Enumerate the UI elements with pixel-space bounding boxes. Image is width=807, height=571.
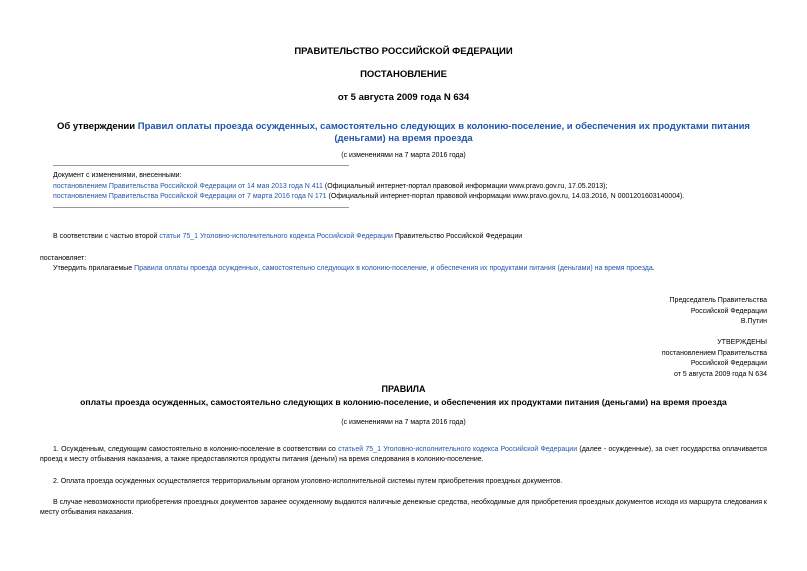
- preamble-after: Правительство Российской Федерации: [392, 233, 523, 240]
- amendment-item: [53, 182, 607, 191]
- subject-rules-link[interactable]: Правил оплаты проезда осужденных, самостоятельно следующих в колонию-поселение, и обеспечения их продуктами питания (деньгами) на время проезда: [137, 121, 750, 144]
- preamble-text: [53, 232, 522, 241]
- decides-text: постановляет:: [40, 255, 87, 262]
- amendment-link-2[interactable]: постановлением Правительства Российской Федерации от 7 марта 2016 года N 171: [53, 193, 327, 200]
- approve-before: Утвердить прилагаемые: [53, 265, 135, 272]
- subject-prefix: Об утверждении: [57, 121, 138, 132]
- rules-paragraph-1: [40, 445, 767, 464]
- signature-title: Председатель Правительства: [669, 297, 767, 304]
- approved-country: Российской Федерации: [690, 360, 767, 367]
- signature-block: [670, 296, 767, 326]
- amendment-source-1: (Официальный интернет-портал правовой информации www.pravo.gov.ru, 17.05.2013);: [322, 183, 608, 190]
- government-heading: ПРАВИТЕЛЬСТВО РОССИЙСКОЙ ФЕДЕРАЦИИ: [294, 46, 513, 57]
- p1-after: (далее - осужденные), за счет государства оплачивается проезд к месту отбывания наказания, а также предоставляются продукты питания (деньги) на время следования в колонию-поселение.: [40, 446, 767, 463]
- article-75-1-link[interactable]: статьи 75_1 Уголовно-исполнительного кодекса Российской Федерации: [159, 233, 393, 240]
- signature-name: В.Путин: [740, 318, 767, 325]
- rules-paragraph-2: 2. Оплата проезда осужденных осуществляется территориальным органом уголовно-исполнительной системы путем приобретения проездных документов.: [53, 478, 563, 485]
- signature-country: Российской Федерации: [690, 307, 767, 315]
- amendments-top-rule: [53, 165, 349, 166]
- approved-label: УТВЕРЖДЕНЫ: [717, 339, 767, 346]
- amendment-link-1[interactable]: постановлением Правительства Российской Федерации от 14 мая 2013 года N 411: [53, 183, 323, 190]
- amendments-intro: Документ с изменениями, внесенными:: [53, 172, 182, 179]
- p1-before: 1. Осужденным, следующим самостоятельно в колонию-поселение в соответствии со: [53, 446, 339, 453]
- rules-paragraph-3: В случае невозможности приобретения проездных документов заранее осужденному выдаются наличные денежные средства, необходимые для приобретения проездных документов исходя из маршрута следования к месту отбывания наказания.: [40, 499, 767, 516]
- rules-title: ПРАВИЛА: [381, 384, 426, 394]
- rules-subtitle: оплаты проезда осужденных, самостоятельно следующих в колонию-поселение, и обеспечения их продуктами питания (деньгами) на время проезда: [80, 397, 727, 407]
- preamble-before: В соответствии с частью второй: [53, 233, 160, 240]
- amendments-bottom-rule: [53, 207, 349, 208]
- date-number-heading: от 5 августа 2009 года N 634: [337, 92, 470, 103]
- changes-note: (с изменениями на 7 марта 2016 года): [341, 152, 466, 159]
- p1-article-link[interactable]: статьей 75_1 Уголовно-исполнительного кодекса Российской Федерации: [338, 446, 578, 453]
- doc-type-heading: ПОСТАНОВЛЕНИЕ: [360, 69, 447, 80]
- amendment-source-2: (Официальный интернет-портал правовой информации www.pravo.gov.ru, 14.03.2016, N 0001201603140004).: [326, 193, 685, 200]
- approved-date: от 5 августа 2009 года N 634: [673, 370, 767, 378]
- approve-text: [53, 264, 655, 273]
- approved-rules-link[interactable]: Правила оплаты проезда осужденных, самостоятельно следующих в колонию-поселение, и обеспечения их продуктами питания (деньгами) на время проезда: [134, 265, 653, 272]
- amendment-item: [53, 192, 684, 201]
- rules-changes-note: (с изменениями на 7 марта 2016 года): [341, 419, 466, 426]
- approved-block: [662, 338, 767, 379]
- subject-heading: [40, 121, 767, 145]
- approved-by: постановлением Правительства: [661, 349, 767, 357]
- approve-after: .: [652, 265, 655, 272]
